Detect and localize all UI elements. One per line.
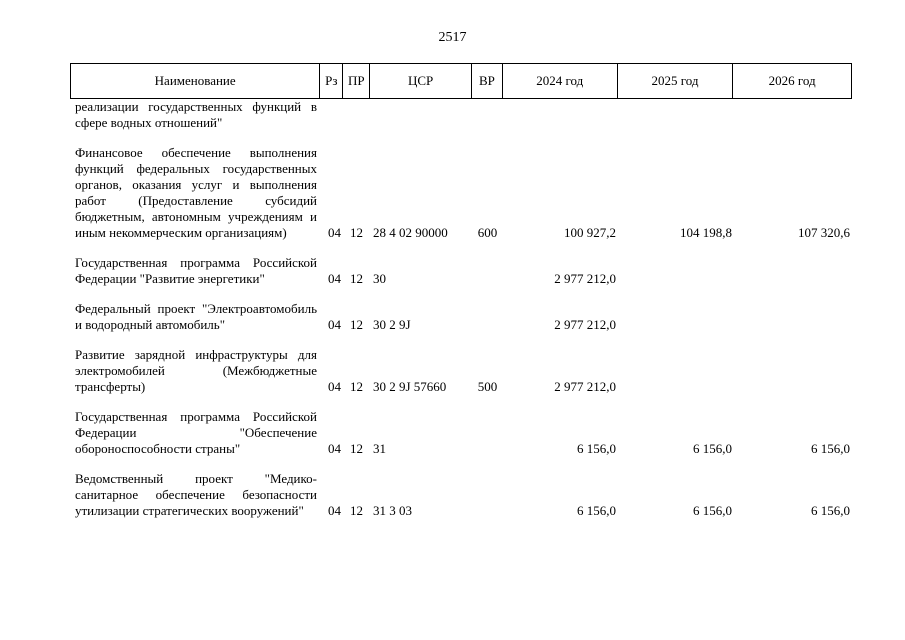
row-name: Развитие зарядной инфраструктуры для электромобилей (Межбюджетные трансферты) — [75, 347, 317, 394]
row-name: Федеральный проект "Электроавтомобиль и водородный автомобиль" — [75, 301, 317, 332]
row-pr: 12 — [350, 503, 363, 518]
row-csr: 30 2 9J 57660 — [373, 379, 447, 394]
row-2024: 2 977 212,0 — [554, 379, 616, 394]
row-name: Государственная программа Российской Федерации "Обеспечение обороноспособности страны" — [75, 409, 317, 456]
row-rz: 04 — [328, 317, 341, 332]
table-row — [70, 255, 852, 287]
table-row — [70, 145, 852, 241]
row-csr: 30 2 9J — [373, 317, 411, 332]
row-name: Государственная программа Российской Федерации "Развитие энергетики" — [75, 255, 317, 286]
row-2026: 6 156,0 — [811, 441, 850, 456]
row-vr: 600 — [477, 225, 498, 240]
table-header — [70, 63, 852, 99]
row-name: Ведомственный проект "Медико-санитарное обеспечение безопасности утилизации стратегических вооружений" — [75, 471, 317, 518]
table-row — [70, 99, 852, 131]
row-rz: 04 — [328, 503, 341, 518]
row-csr: 30 — [373, 271, 386, 286]
header-csr: ЦСР — [370, 64, 472, 98]
row-name: Финансовое обеспечение выполнения функций федеральных государственных органов, оказания услуг и выполнения работ (Предоставление субсидий бюджетным, автономным учреждениям и иным некоммерческим организациям) — [75, 145, 317, 240]
row-2024: 100 927,2 — [564, 225, 616, 240]
row-pr: 12 — [350, 317, 363, 332]
table-body — [70, 99, 852, 519]
header-2025: 2025 год — [618, 64, 734, 98]
page-number: 2517 — [438, 30, 467, 45]
row-pr: 12 — [350, 225, 363, 240]
header-rz: Рз — [320, 64, 343, 98]
row-pr: 12 — [350, 379, 363, 394]
row-rz: 04 — [328, 441, 341, 456]
row-csr: 31 — [373, 441, 386, 456]
row-vr: 500 — [477, 379, 498, 394]
row-2025: 6 156,0 — [693, 503, 732, 518]
table-row — [70, 409, 852, 457]
row-rz: 04 — [328, 225, 341, 240]
row-pr: 12 — [350, 271, 363, 286]
row-rz: 04 — [328, 379, 341, 394]
row-2024: 6 156,0 — [577, 441, 616, 456]
header-vr: ВР — [472, 64, 503, 98]
table-row — [70, 301, 852, 333]
header-2024: 2024 год — [503, 64, 618, 98]
row-2024: 6 156,0 — [577, 503, 616, 518]
row-pr: 12 — [350, 441, 363, 456]
row-name: реализации государственных функций в сфере водных отношений" — [75, 99, 317, 130]
row-2026: 107 320,6 — [798, 225, 850, 240]
row-2024: 2 977 212,0 — [554, 317, 616, 332]
row-2026: 6 156,0 — [811, 503, 850, 518]
header-2026: 2026 год — [768, 73, 816, 88]
table-row — [70, 347, 852, 395]
row-2024: 2 977 212,0 — [554, 271, 616, 286]
row-2025: 104 198,8 — [680, 225, 732, 240]
row-rz: 04 — [328, 271, 341, 286]
table-row — [70, 471, 852, 519]
row-csr: 28 4 02 90000 — [373, 225, 448, 240]
header-pr: ПР — [343, 64, 370, 98]
row-2025: 6 156,0 — [693, 441, 732, 456]
row-csr: 31 3 03 — [373, 503, 412, 518]
header-name: Наименование — [71, 64, 320, 98]
